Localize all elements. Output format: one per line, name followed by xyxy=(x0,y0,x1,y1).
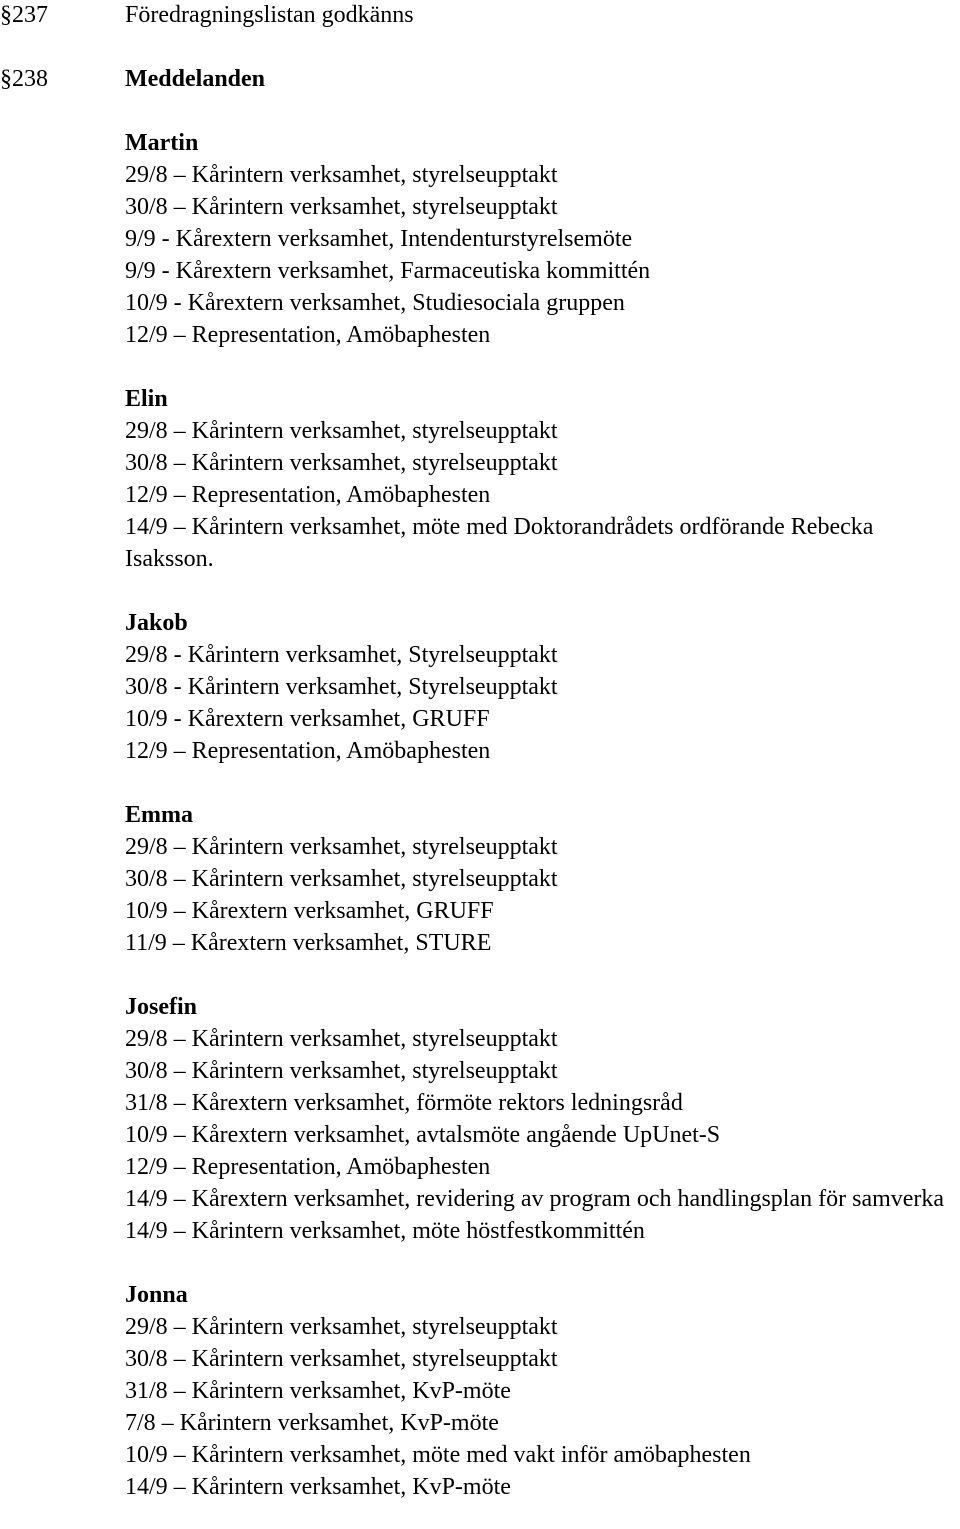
activity-entry: 14/9 – Kårextern verksamhet, revidering av program och handlingsplan för samverka xyxy=(125,1186,945,1212)
person-block-jakob xyxy=(125,607,960,767)
section-number xyxy=(0,63,125,95)
person-name: Jonna xyxy=(125,1282,188,1308)
spacer xyxy=(125,575,960,607)
messages-list xyxy=(125,127,960,1503)
activity-entry: 14/9 – Kårintern verksamhet, KvP-möte xyxy=(125,1474,511,1500)
spacer xyxy=(125,959,960,991)
activity-entry: 10/9 – Kårintern verksamhet, möte med vakt inför amöbaphesten xyxy=(125,1442,751,1468)
activity-entry: 9/9 - Kårextern verksamhet, Intendenturstyrelsemöte xyxy=(125,226,633,252)
activity-entry: 12/9 – Representation, Amöbaphesten xyxy=(125,1154,491,1180)
section-title: Meddelanden xyxy=(125,66,266,92)
activity-entry: 29/8 – Kårintern verksamhet, styrelseupptakt xyxy=(125,418,558,444)
person-block-josefin xyxy=(125,991,960,1247)
person-name: Martin xyxy=(125,130,199,156)
activity-entry: 29/8 – Kårintern verksamhet, styrelseupptakt xyxy=(125,834,558,860)
person-block-jonna xyxy=(125,1279,960,1503)
activity-entry: 31/8 – Kårextern verksamhet, förmöte rektors ledningsråd xyxy=(125,1090,683,1116)
activity-entry: 31/8 – Kårintern verksamhet, KvP-möte xyxy=(125,1378,511,1404)
activity-entry: 29/8 – Kårintern verksamhet, styrelseupptakt xyxy=(125,1026,558,1052)
section-symbol: § xyxy=(0,2,12,28)
section-number xyxy=(0,0,125,31)
activity-entry: 10/9 - Kårextern verksamhet, Studiesociala gruppen xyxy=(125,290,625,316)
section-symbol: § xyxy=(0,66,12,92)
activity-entry: 10/9 – Kårextern verksamhet, GRUFF xyxy=(125,898,494,924)
section-number-value: 238 xyxy=(12,66,48,92)
activity-entry: 7/8 – Kårintern verksamhet, KvP-möte xyxy=(125,1410,499,1436)
person-name: Jakob xyxy=(125,610,188,636)
activity-entry: 30/8 – Kårintern verksamhet, styrelseupptakt xyxy=(125,1058,558,1084)
activity-entry: 29/8 – Kårintern verksamhet, styrelseupptakt xyxy=(125,1314,558,1340)
section-238 xyxy=(0,63,960,95)
activity-entry: 29/8 – Kårintern verksamhet, styrelseupptakt xyxy=(125,162,558,188)
activity-entry: 10/9 - Kårextern verksamhet, GRUFF xyxy=(125,706,490,732)
section-number-value: 237 xyxy=(12,2,48,28)
person-name: Emma xyxy=(125,802,193,828)
person-name: Elin xyxy=(125,386,168,412)
section-237 xyxy=(0,0,960,31)
person-block-martin xyxy=(125,127,960,351)
spacer xyxy=(0,31,960,63)
activity-entry: 12/9 – Representation, Amöbaphesten xyxy=(125,738,491,764)
activity-entry: 30/8 – Kårintern verksamhet, styrelseupptakt xyxy=(125,1346,558,1372)
activity-entry: 29/8 - Kårintern verksamhet, Styrelseupptakt xyxy=(125,642,558,668)
activity-entry: 30/8 – Kårintern verksamhet, styrelseupptakt xyxy=(125,194,558,220)
person-block-emma xyxy=(125,799,960,959)
section-title: Föredragningslistan godkänns xyxy=(125,2,414,28)
activity-entry: 12/9 – Representation, Amöbaphesten xyxy=(125,322,491,348)
spacer xyxy=(125,351,960,383)
activity-entry: 11/9 – Kårextern verksamhet, STURE xyxy=(125,930,492,956)
activity-entry: 30/8 – Kårintern verksamhet, styrelseupptakt xyxy=(125,866,558,892)
spacer xyxy=(0,95,960,127)
spacer xyxy=(125,1247,960,1279)
person-block-elin xyxy=(125,383,960,575)
activity-entry: 30/8 - Kårintern verksamhet, Styrelseupptakt xyxy=(125,674,558,700)
activity-entry: 12/9 – Representation, Amöbaphesten xyxy=(125,482,491,508)
spacer xyxy=(125,767,960,799)
activity-entry: 14/9 – Kårintern verksamhet, möte höstfestkommittén xyxy=(125,1218,645,1244)
activity-entry: 30/8 – Kårintern verksamhet, styrelseupptakt xyxy=(125,450,558,476)
person-name: Josefin xyxy=(125,994,197,1020)
activity-entry: 9/9 - Kårextern verksamhet, Farmaceutiska kommittén xyxy=(125,258,651,284)
activity-entry: 14/9 – Kårintern verksamhet, möte med Doktorandrådets ordförande Rebecka Isaksson. xyxy=(125,514,874,572)
activity-entry: 10/9 – Kårextern verksamhet, avtalsmöte angående UpUnet-S xyxy=(125,1122,721,1148)
